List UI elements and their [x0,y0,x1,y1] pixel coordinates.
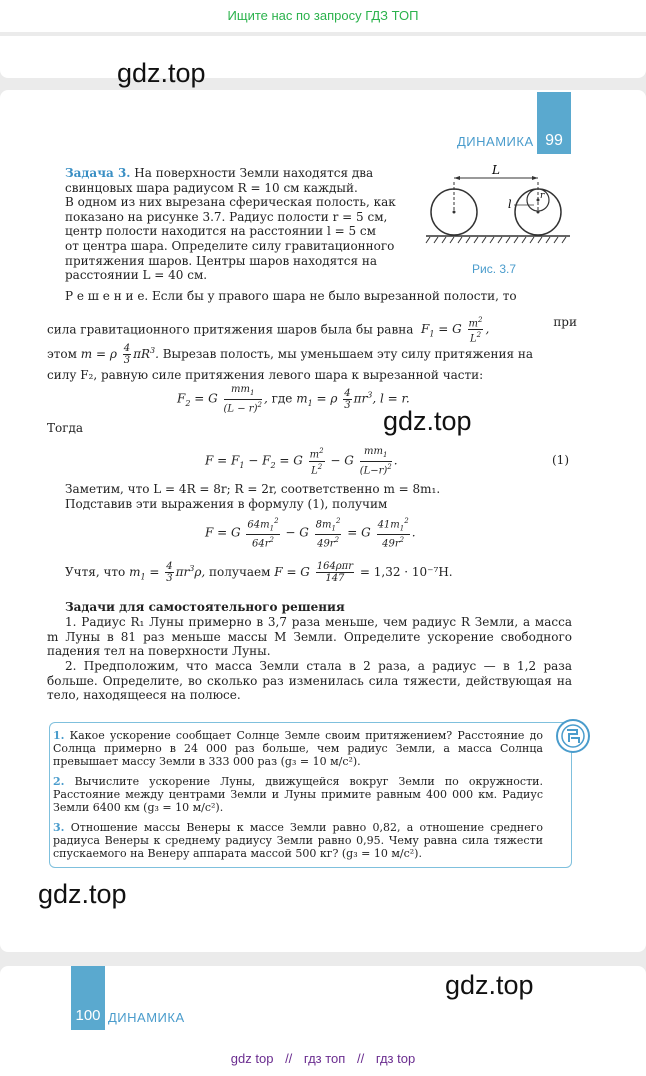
task-line: центр полости находится на расстоянии l = 5 см [65,224,376,239]
question-text: Отношение массы Венеры к массе Земли равно 0,82, а отношение среднего радиуса Венеры к среднему радиусу Земли равно 0,95. Чему равна сила тяжести спускаемого на Венеру аппарата массой 500 кг? (g₃ = 10 м/с²). [53,821,543,860]
figure-caption: Рис. 3.7 [472,262,517,276]
top-banner: Ищите нас по запросу ГДЗ ТОП [0,0,646,32]
solution-text: при [553,315,577,329]
question-text: Какое ускорение сообщает Солнце Земле своим притяжением? Расстояние до Солнца примерно в 24 000 раз больше, чем радиус Земли, а масса Солнца превышает массу Земли в 333 000 раз (g₃ = 10 м/с²). [53,729,543,768]
task-label: Задача 3. [65,166,131,180]
footer-link[interactable]: gdz top [230,1051,274,1066]
task-text [65,166,405,283]
task-line: от центра шара. Определите силу гравитационного [65,238,395,253]
equation-number: (1) [552,453,569,467]
solution-text: Учтя, что [65,565,126,579]
footer-links [0,1044,646,1076]
hatched-ground [426,236,570,243]
footer-link[interactable]: гдз топ [303,1051,346,1066]
question-2 [53,775,543,814]
solution-line-3: этом m = ρ $\frac{4}{3}$ $\pi R^3$. Вырезав полость, мы уменьшаем эту силу притяжения на [47,343,534,366]
label-r: r [540,191,545,201]
solution-text: Вырезав полость, мы уменьшаем эту силу притяжения на [162,347,534,361]
footer-link[interactable]: гдз top [375,1051,416,1066]
question-text: Вычислите ускорение Луны, движущейся вокруг Земли по окружности. Расстояние между центрами Земли и Луны примите равным 400 000 км. Радиус Земли 6400 км (g₃ = 10 м/с²). [53,775,543,814]
footer-separator: // [356,1051,365,1066]
watermark: gdz.top [383,406,472,436]
final-result: = 1,32 · 10⁻⁷Н. [359,565,453,579]
section-title: ДИНАМИКА [457,134,534,149]
next-page-number-tab [71,966,105,1030]
watermark: gdz.top [445,970,534,1000]
self-task-2: 2. Предположим, что масса Земли стала в 2 раза, а радиус — в 1,2 раза больше. Определите, во сколько раз изменилась сила тяжести, действующая на тело, находящееся на полюсе. [47,659,572,703]
label-l: l [508,198,512,211]
task-line: свинцовых шара радиусом R = 10 см каждый. [65,180,358,195]
formula-f2: $F_2 = G$ $\frac{mm_1}{(L - r)^2}$ , где $m_1 = \rho$ $\frac{4}{3}$ $\pi r^3$, l = r. [177,384,410,415]
solution-text: сила гравитационного притяжения шаров была бы равна [47,322,414,337]
questions-logo-icon [555,718,591,754]
solution-then: Тогда [47,421,84,435]
solution-text: получаем [209,565,271,579]
question-number: 2. [53,775,65,788]
page-number-tab [537,92,571,154]
solution-note-1: Заметим, что L = 4R = 8r; R = 2r, соответственно m = 8m₁. [65,482,441,496]
solution-text: где [271,391,293,406]
question-3 [53,821,543,860]
formula-substituted: F = G $\frac{64m_1^2}{64r^2}$ − G $\frac{8m_1^2}{49r^2}$ = G $\frac{41m_1^2}{49r^2}$ . [205,517,416,550]
solution-line-2: сила гравитационного притяжения шаров была бы равна $F_1 = G$ $\frac{m^2}{L^2}$ , при [47,315,577,345]
self-task-1: 1. Радиус R₁ Луны примерно в 3,7 раза меньше, чем радиус R Земли, а масса m Луны в 81 раз меньше массы M Земли. Определите ускорение свободного падения тел на поверхности Луны. [47,615,572,659]
self-tasks-title: Задачи для самостоятельного решения [65,600,345,614]
task-line: расстоянии L = 40 см. [65,268,208,283]
task-line: На поверхности Земли находятся два [134,166,374,180]
previous-page-card [0,36,646,78]
label-L: L [492,163,500,177]
solution-text: этом [47,347,77,361]
solution-final: Учтя, что $m_1$ = $\frac{4}{3}$ $\pi r^3\rho$, получаем F = G $\frac{\text{164ρπr}}{147}$ = 1,32 · 10⁻⁷Н. [65,561,453,584]
solution-note-2: Подставив эти выражения в формулу (1), получим [65,497,388,511]
watermark: gdz.top [38,879,127,909]
solution-line-4: силу F₂, равную силе притяжения левого шара к вырезанной части: [47,368,484,382]
page-number: 99 [545,132,563,149]
next-section-title: ДИНАМИКА [108,1010,185,1025]
question-number: 1. [53,729,65,742]
task-line: В одном из них вырезана сферическая полость, как [65,195,396,210]
footer-separator: // [285,1051,293,1066]
question-1 [53,729,543,768]
next-page-number: 100 [75,1007,101,1024]
task-line: показано на рисунке 3.7. Радиус полости r = 5 см, [65,209,388,224]
figure-3-7 [424,160,574,256]
watermark: gdz.top [117,58,206,88]
solution-line-1: Р е ш е н и е. Если бы у правого шара не было вырезанной полости, то [65,289,517,303]
question-number: 3. [53,821,65,834]
formula-1: $F = F_1 - F_2 = G$ $\frac{m^2}{L^2}$ − G $\frac{mm_1}{(L-r)^2}$ . [205,446,398,477]
task-line: притяжения шаров. Центры шаров находятся на [65,253,378,268]
